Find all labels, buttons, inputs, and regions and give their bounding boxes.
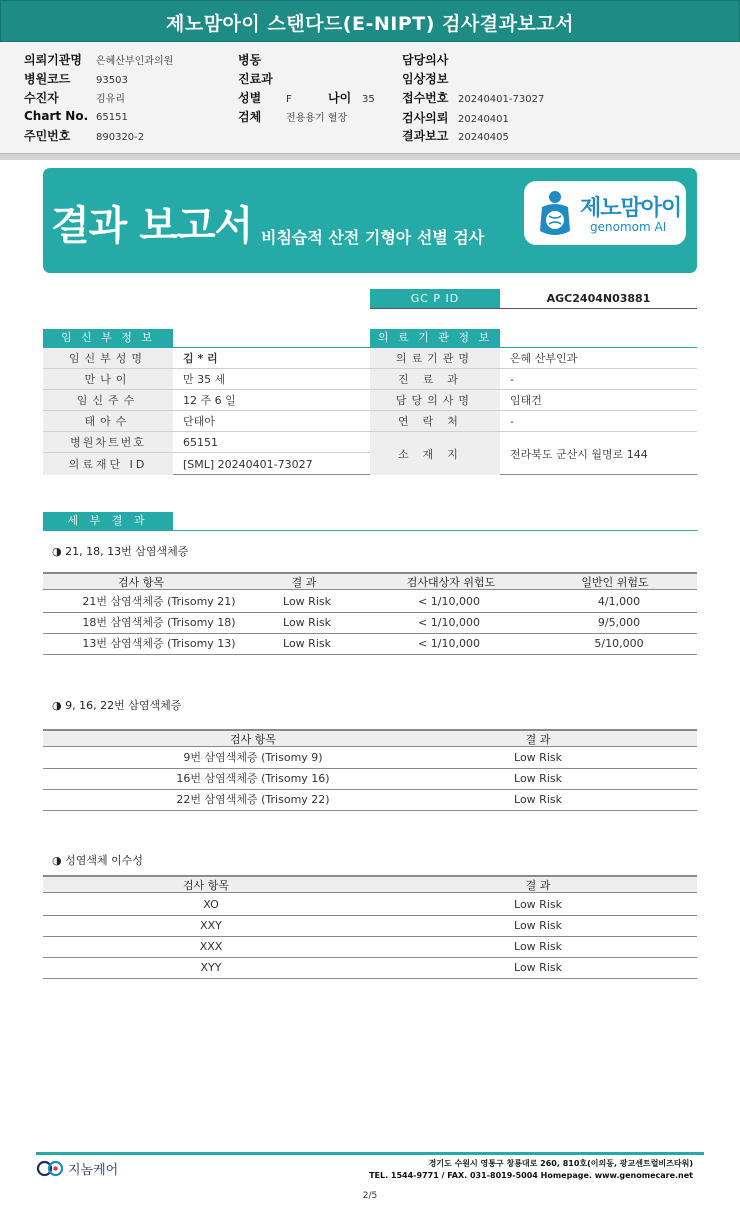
section3-header: 검사 항목 결 과	[43, 875, 697, 893]
table-row: 임신부성명 김 * 리	[43, 348, 370, 369]
table-row: 13번 삼염색체증 (Trisomy 13) Low Risk < 1/10,000 5/10,000	[43, 634, 697, 655]
header-shadow	[0, 154, 740, 160]
table-row: XYY Low Risk	[43, 958, 697, 979]
patient-header	[0, 42, 740, 154]
genomom-mark-icon	[532, 187, 578, 239]
header-doctor: 담당의사	[402, 53, 449, 67]
table-row: 만나이 만 35 세	[43, 369, 370, 390]
table-row: 16번 삼염색체증 (Trisomy 16) Low Risk	[43, 769, 697, 790]
section2-table	[43, 729, 697, 813]
footer-address: 경기도 수원시 영통구 창룡대로 260, 810호(이의동, 광교센트럴비즈타워)	[428, 1159, 693, 1168]
pregnant-info-heading: 임 신 부 정 보	[43, 329, 370, 348]
header-receipt-no: 접수번호 20240401-73027	[402, 91, 545, 105]
header-request-date: 검사의뢰 20240401	[402, 111, 509, 125]
header-clinical-info: 임상정보	[402, 72, 449, 86]
logo-brand-sub: genomom AI	[590, 220, 667, 234]
table-row: 소재지 전라북도 군산시 월명로 144	[370, 432, 697, 475]
table-row: 진료과 -	[370, 369, 697, 390]
gc-pid	[370, 289, 697, 309]
header-patient-name: 수진자 김유리	[24, 91, 125, 105]
section3-title: ◑ 성염색체 이수성	[52, 854, 143, 867]
gc-pid-label: GC P ID	[370, 289, 500, 308]
banner-subtitle: 비침습적 산전 기형아 선별 검사	[261, 228, 485, 247]
banner-title: 결과 보고서	[51, 203, 253, 249]
header-resident-no: 주민번호 890320-2	[24, 129, 145, 143]
table-row: 병원차트번호 65151	[43, 432, 370, 453]
hospital-info-heading: 의 료 기 관 정 보	[370, 329, 697, 348]
table-row: 임신주수 12 주 6 일	[43, 390, 370, 411]
table-row: 의료기관명 은혜 산부인과	[370, 348, 697, 369]
report-title: 제노맘아이 스탠다드(E-NIPT) 검사결과보고서	[166, 13, 574, 35]
result-banner	[43, 168, 697, 273]
section2-header: 검사 항목 결 과	[43, 729, 697, 747]
header-sex: 성별 F 나이 35	[238, 91, 375, 105]
table-row: 21번 삼염색체증 (Trisomy 21) Low Risk < 1/10,000 4/1,000	[43, 592, 697, 613]
genomom-logo	[524, 181, 686, 245]
gc-pid-value: AGC2404N03881	[546, 292, 651, 305]
table-row: XO Low Risk	[43, 895, 697, 916]
section1-table	[43, 572, 697, 656]
genomecare-logo	[36, 1159, 118, 1178]
header-age-value: 35	[362, 94, 375, 105]
header-specimen: 검체 전용용기 혈장	[238, 110, 348, 124]
table-row: 담당의사명 임태건	[370, 390, 697, 411]
header-chart-no: Chart No. 65151	[24, 109, 128, 123]
section2-title: ◑ 9, 16, 22번 삼염색체증	[52, 699, 182, 712]
footer-line	[36, 1152, 704, 1155]
header-hospital-name: 의뢰기관명 은혜산부인과의원	[24, 53, 174, 67]
table-row: XXY Low Risk	[43, 916, 697, 937]
pregnant-info-table	[43, 348, 370, 475]
footer-address-block	[369, 1158, 693, 1182]
detail-results-heading: 세 부 결 과	[43, 512, 697, 531]
genomecare-logo-text: 지놈케어	[68, 1163, 119, 1178]
report-title-band	[0, 0, 740, 42]
hospital-info-table	[370, 348, 697, 475]
header-hospital-code: 병원코드 93503	[24, 72, 128, 86]
table-row: XXX Low Risk	[43, 937, 697, 958]
header-department: 진료과	[238, 72, 273, 86]
section1-title: ◑ 21, 18, 13번 삼염색체증	[52, 545, 189, 558]
page-number: 2/5	[362, 1191, 378, 1201]
genomecare-mark-icon	[36, 1160, 64, 1177]
header-ward: 병동	[238, 53, 262, 67]
table-row: 22번 삼염색체증 (Trisomy 22) Low Risk	[43, 790, 697, 811]
section3-table	[43, 875, 697, 981]
table-row: 9번 삼염색체증 (Trisomy 9) Low Risk	[43, 748, 697, 769]
header-report-date: 결과보고 20240405	[402, 129, 509, 143]
table-row: 의료재단 ID [SML] 20240401-73027	[43, 453, 370, 475]
header-age-label: 나이	[328, 91, 352, 105]
logo-brand-text: 제노맘아이	[580, 196, 682, 221]
section1-header: 검사 항목 결 과 검사대상자 위험도 일반인 위험도	[43, 572, 697, 590]
table-row: 연락처 -	[370, 411, 697, 432]
footer-contact: TEL. 1544-9771 / FAX. 031-8019-5004 Homepage. www.genomecare.net	[369, 1171, 693, 1180]
table-row: 18번 삼염색체증 (Trisomy 18) Low Risk < 1/10,000 9/5,000	[43, 613, 697, 634]
table-row: 태아수 단태아	[43, 411, 370, 432]
